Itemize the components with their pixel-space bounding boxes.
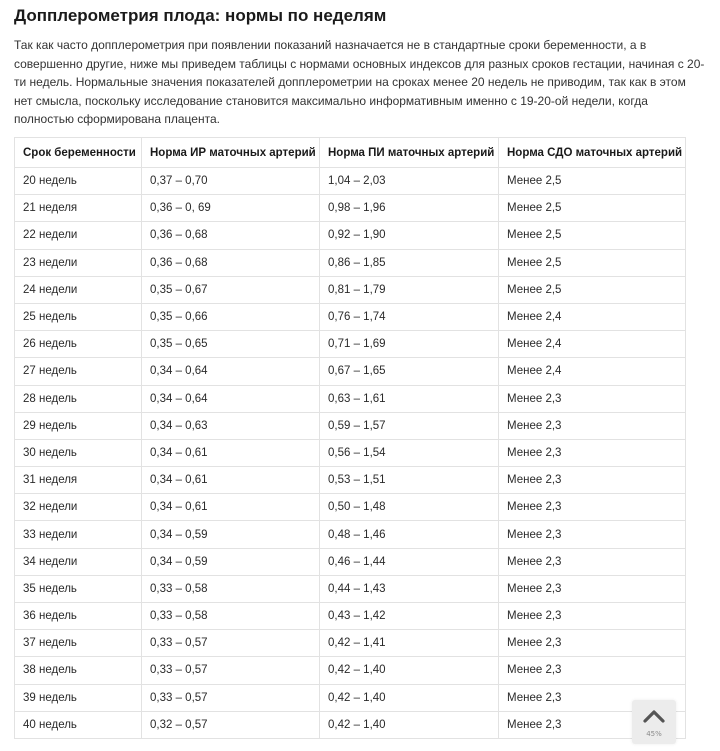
cell-sdo-norm: Менее 2,3 [499,603,686,630]
cell-pi-norm: 0,42 – 1,40 [320,711,499,738]
cell-pi-norm: 0,43 – 1,42 [320,603,499,630]
cell-term: 29 недель [15,412,142,439]
cell-term: 31 неделя [15,467,142,494]
page-title: Допплерометрия плода: нормы по неделям [14,6,387,25]
cell-pi-norm: 0,56 – 1,54 [320,439,499,466]
cell-sdo-norm: Менее 2,3 [499,575,686,602]
cell-pi-norm: 0,42 – 1,41 [320,630,499,657]
cell-pi-norm: 0,42 – 1,40 [320,684,499,711]
cell-term: 34 недели [15,548,142,575]
chevron-up-icon [642,708,666,724]
header-term: Срок беременности [15,138,142,168]
cell-term: 33 недели [15,521,142,548]
table-row [15,521,686,548]
table-row [15,467,686,494]
doppler-norms-table [14,137,686,739]
table-row [15,439,686,466]
cell-term: 39 недель [15,684,142,711]
cell-sdo-norm: Менее 2,3 [499,385,686,412]
table-row [15,603,686,630]
table-row [15,385,686,412]
cell-pi-norm: 0,92 – 1,90 [320,222,499,249]
cell-term: 25 недель [15,303,142,330]
cell-pi-norm: 0,46 – 1,44 [320,548,499,575]
cell-sdo-norm: Менее 2,4 [499,303,686,330]
cell-sdo-norm: Менее 2,3 [499,494,686,521]
cell-ri-norm: 0,34 – 0,59 [142,521,320,548]
cell-ri-norm: 0,36 – 0,68 [142,249,320,276]
cell-pi-norm: 0,76 – 1,74 [320,303,499,330]
cell-ri-norm: 0,35 – 0,66 [142,303,320,330]
cell-pi-norm: 0,44 – 1,43 [320,575,499,602]
cell-term: 23 недели [15,249,142,276]
cell-sdo-norm: Менее 2,3 [499,711,686,738]
cell-pi-norm: 0,50 – 1,48 [320,494,499,521]
header-pi-norm: Норма ПИ маточных артерий [320,138,499,168]
cell-pi-norm: 0,81 – 1,79 [320,276,499,303]
cell-sdo-norm: Менее 2,5 [499,168,686,195]
table-row [15,303,686,330]
header-ri-norm: Норма ИР маточных артерий [142,138,320,168]
cell-ri-norm: 0,34 – 0,64 [142,358,320,385]
cell-sdo-norm: Менее 2,3 [499,657,686,684]
table-row [15,222,686,249]
cell-pi-norm: 0,98 – 1,96 [320,195,499,222]
cell-ri-norm: 0,36 – 0, 69 [142,195,320,222]
cell-term: 28 недель [15,385,142,412]
cell-pi-norm: 0,53 – 1,51 [320,467,499,494]
cell-pi-norm: 0,63 – 1,61 [320,385,499,412]
cell-ri-norm: 0,34 – 0,59 [142,548,320,575]
cell-ri-norm: 0,33 – 0,58 [142,575,320,602]
cell-term: 27 недель [15,358,142,385]
cell-pi-norm: 0,59 – 1,57 [320,412,499,439]
cell-term: 20 недель [15,168,142,195]
cell-ri-norm: 0,37 – 0,70 [142,168,320,195]
cell-term: 37 недель [15,630,142,657]
cell-ri-norm: 0,36 – 0,68 [142,222,320,249]
cell-ri-norm: 0,34 – 0,61 [142,467,320,494]
cell-ri-norm: 0,35 – 0,67 [142,276,320,303]
article [14,0,706,731]
cell-sdo-norm: Менее 2,3 [499,439,686,466]
cell-sdo-norm: Менее 2,3 [499,548,686,575]
table-row [15,331,686,358]
intro-paragraph: Так как часто допплерометрия при появлении показаний назначается не в стандартные сроки беременности, а в совершенно другие, ниже мы приведем таблицы с нормами основных индексов для разных сроков гестации, начиная с 20-ти недель. Нормальные значения показателей допплерометрии на сроках менее 20 недель не приводим, так как в этом нет смысла, поскольку исследование становится максимально информативным именно с 19-20-ой недели, когда полностью сформирована плацента. [14,38,705,126]
cell-pi-norm: 0,67 – 1,65 [320,358,499,385]
table-row [15,249,686,276]
cell-sdo-norm: Менее 2,3 [499,412,686,439]
cell-ri-norm: 0,34 – 0,61 [142,494,320,521]
cell-ri-norm: 0,34 – 0,61 [142,439,320,466]
header-sdo-norm: Норма СДО маточных артерий [499,138,686,168]
table-row [15,276,686,303]
cell-term: 35 недель [15,575,142,602]
cell-sdo-norm: Менее 2,5 [499,276,686,303]
table-row [15,168,686,195]
cell-pi-norm: 0,86 – 1,85 [320,249,499,276]
cell-sdo-norm: Менее 2,3 [499,521,686,548]
table-row [15,657,686,684]
table-row [15,494,686,521]
table-row [15,630,686,657]
cell-pi-norm: 0,42 – 1,40 [320,657,499,684]
table-row [15,711,686,738]
scroll-to-top-button[interactable] [632,700,676,744]
cell-sdo-norm: Менее 2,4 [499,331,686,358]
cell-sdo-norm: Менее 2,5 [499,222,686,249]
table-row [15,412,686,439]
table-header-row [15,138,686,168]
cell-term: 32 недели [15,494,142,521]
table-row [15,548,686,575]
cell-ri-norm: 0,33 – 0,57 [142,684,320,711]
table-row [15,195,686,222]
cell-sdo-norm: Менее 2,3 [499,684,686,711]
cell-ri-norm: 0,35 – 0,65 [142,331,320,358]
scroll-progress-label: 45% [646,730,662,738]
cell-term: 21 неделя [15,195,142,222]
cell-ri-norm: 0,33 – 0,57 [142,630,320,657]
table-row [15,684,686,711]
cell-ri-norm: 0,33 – 0,57 [142,657,320,684]
cell-ri-norm: 0,33 – 0,58 [142,603,320,630]
table-body [15,168,686,739]
cell-pi-norm: 0,48 – 1,46 [320,521,499,548]
cell-sdo-norm: Менее 2,4 [499,358,686,385]
cell-sdo-norm: Менее 2,3 [499,630,686,657]
table-row [15,575,686,602]
cell-ri-norm: 0,34 – 0,63 [142,412,320,439]
cell-pi-norm: 1,04 – 2,03 [320,168,499,195]
cell-sdo-norm: Менее 2,5 [499,195,686,222]
cell-term: 40 недель [15,711,142,738]
cell-term: 36 недель [15,603,142,630]
cell-ri-norm: 0,34 – 0,64 [142,385,320,412]
cell-pi-norm: 0,71 – 1,69 [320,331,499,358]
cell-sdo-norm: Менее 2,5 [499,249,686,276]
cell-term: 30 недель [15,439,142,466]
cell-sdo-norm: Менее 2,3 [499,467,686,494]
table-row [15,358,686,385]
cell-term: 38 недель [15,657,142,684]
cell-ri-norm: 0,32 – 0,57 [142,711,320,738]
cell-term: 22 недели [15,222,142,249]
cell-term: 24 недели [15,276,142,303]
cell-term: 26 недель [15,331,142,358]
